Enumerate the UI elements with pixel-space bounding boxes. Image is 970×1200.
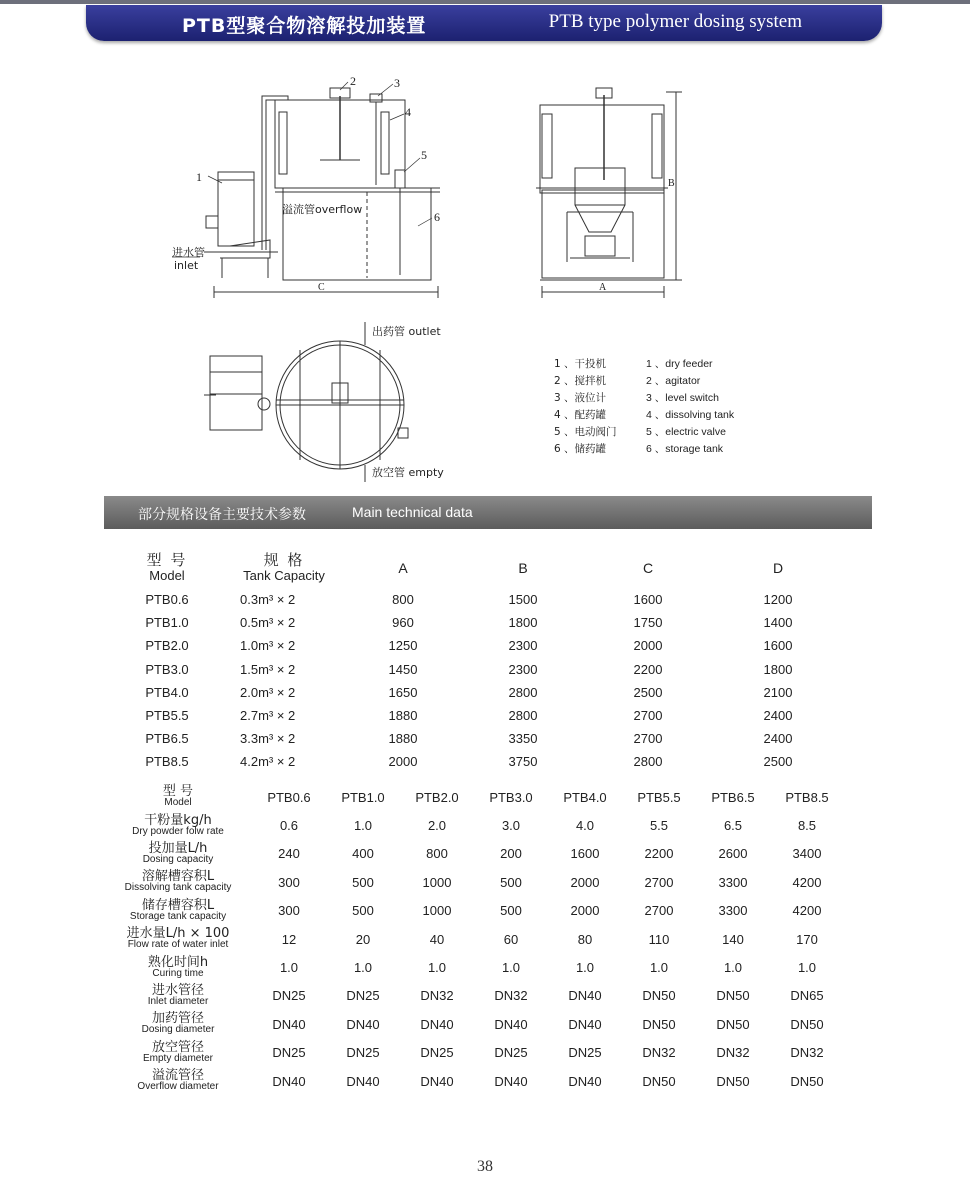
row-label — [104, 982, 252, 1007]
header-cap-en: Tank Capacity — [243, 568, 325, 583]
table-row — [104, 634, 864, 657]
dry-feeder-plan — [210, 356, 262, 430]
cell-c: 2800 — [633, 754, 663, 770]
specs-table — [104, 783, 864, 1095]
table-row — [104, 840, 864, 868]
row-label — [104, 840, 252, 865]
table-row — [104, 611, 864, 634]
legend-item: 3 、液位计 3 、level switch — [554, 392, 719, 404]
header-c: C — [642, 560, 654, 576]
dimensions-table — [104, 548, 864, 774]
cell-d: 1200 — [763, 592, 793, 608]
row-label-cn: 进水管径 — [151, 982, 204, 998]
dim-b: B — [668, 178, 675, 189]
cell-d: 2500 — [763, 754, 793, 770]
cell-value: DN25 — [346, 1045, 380, 1061]
row-label-cn: 进水量L/h × 100 — [126, 926, 230, 942]
page-number: 38 — [477, 1158, 493, 1175]
cell-value: DN65 — [790, 988, 824, 1004]
row-label — [104, 1070, 252, 1092]
cell-value: 500 — [500, 903, 522, 919]
cell-value: PTB1.0 — [341, 789, 385, 805]
header-model-en: Model — [149, 568, 185, 583]
cell-cap: 0.3m³ × 2 — [240, 592, 296, 608]
cell-model: PTB6.5 — [145, 731, 189, 747]
label-outlet: 出药管 outlet — [372, 325, 441, 338]
cell-b: 1500 — [508, 592, 538, 608]
table-row — [104, 953, 864, 981]
row-label — [104, 1013, 252, 1035]
table-row — [104, 704, 864, 727]
cell-value: DN40 — [346, 1016, 380, 1032]
table-row — [104, 783, 864, 811]
table-row — [104, 868, 864, 896]
table-row — [104, 727, 864, 750]
cell-value: DN40 — [346, 1073, 380, 1089]
cell-b: 1800 — [508, 615, 538, 631]
cell-value: 2.0 — [427, 818, 447, 834]
cell-c: 2000 — [633, 638, 663, 654]
cell-c: 2200 — [633, 661, 663, 677]
row-label-cn: 型 号 — [162, 784, 194, 800]
cell-value: DN32 — [716, 1045, 750, 1061]
cell-value: 2700 — [644, 903, 674, 919]
cell-value: 400 — [352, 846, 374, 862]
row-label-cn: 储存槽容积L — [141, 897, 215, 913]
cell-value: 3400 — [792, 846, 822, 862]
cell-value: 5.5 — [649, 818, 669, 834]
callout-2: 2 — [350, 74, 356, 88]
cell-value: 2200 — [644, 846, 674, 862]
cell-value: DN50 — [642, 1073, 676, 1089]
row-label-en: Inlet diameter — [147, 995, 209, 1007]
legend-item: 2 、搅拌机 2 、agitator — [554, 375, 701, 387]
cell-value: DN25 — [272, 988, 306, 1004]
cell-value: DN50 — [642, 1016, 676, 1032]
cell-value: PTB0.6 — [267, 789, 311, 805]
row-label-en: Dosing diameter — [141, 1024, 215, 1036]
row-label-en: Empty diameter — [142, 1052, 214, 1064]
table-row — [104, 1067, 864, 1095]
table-row — [104, 1010, 864, 1038]
dissolving-tank-side — [540, 105, 664, 193]
cell-value: 20 — [355, 931, 371, 947]
equipment-drawing — [0, 0, 970, 500]
label-empty: 放空管 empty — [372, 466, 444, 479]
cell-value: DN50 — [716, 988, 750, 1004]
cell-d: 2400 — [763, 708, 793, 724]
cell-value: DN32 — [790, 1045, 824, 1061]
callout-4: 4 — [405, 105, 411, 119]
cell-value: PTB5.5 — [637, 789, 681, 805]
header-d: D — [772, 560, 784, 576]
table-header — [104, 548, 864, 588]
cell-value: DN25 — [272, 1045, 306, 1061]
table-row — [104, 925, 864, 953]
cell-c: 2700 — [633, 731, 663, 747]
cell-value: PTB4.0 — [563, 789, 607, 805]
header-a: A — [398, 560, 408, 576]
cell-value: 240 — [278, 846, 300, 862]
cell-value: DN40 — [568, 1073, 602, 1089]
row-label — [104, 786, 252, 808]
cell-value: DN32 — [642, 1045, 676, 1061]
dim-a: A — [599, 282, 607, 293]
cell-value: 60 — [503, 931, 519, 947]
cell-b: 3750 — [508, 754, 538, 770]
cell-value: PTB3.0 — [489, 789, 533, 805]
cell-a: 1880 — [388, 708, 418, 724]
row-label-cn: 加药管径 — [151, 1011, 204, 1027]
cell-model: PTB4.0 — [145, 684, 189, 700]
cell-value: 500 — [352, 874, 374, 890]
cell-value: DN25 — [494, 1045, 528, 1061]
header-cap-cn: 规 格 — [263, 551, 305, 569]
row-label-en: Dry powder folw rate — [132, 825, 224, 837]
cell-value: DN32 — [494, 988, 528, 1004]
table-row — [104, 1039, 864, 1067]
title-en: PTB type polymer dosing system — [548, 11, 802, 32]
label-inlet-cn: 进水管 — [172, 246, 205, 259]
legend-item: 5 、电动阀门 5 、electric valve — [554, 426, 726, 438]
cell-c: 1600 — [633, 592, 663, 608]
cell-value: 12 — [281, 931, 297, 947]
callout-5: 5 — [421, 148, 427, 162]
cell-value: 2000 — [570, 874, 600, 890]
cell-value: 1.0 — [723, 960, 743, 976]
cell-value: 1000 — [422, 874, 452, 890]
cell-value: DN32 — [420, 988, 454, 1004]
row-label-en: Curing time — [152, 967, 204, 979]
cell-cap: 1.5m³ × 2 — [240, 661, 296, 677]
cell-value: 3.0 — [501, 818, 521, 834]
row-label-en: Model — [164, 797, 192, 809]
cell-value: 300 — [278, 874, 300, 890]
cell-b: 2800 — [508, 684, 538, 700]
row-label — [104, 1039, 252, 1064]
cell-value: PTB8.5 — [785, 789, 829, 805]
cell-value: 0.6 — [279, 818, 299, 834]
cell-d: 1800 — [763, 661, 793, 677]
cell-value: DN40 — [494, 1016, 528, 1032]
cell-a: 960 — [392, 615, 414, 631]
cell-value: 2700 — [644, 874, 674, 890]
row-label-cn: 放空管径 — [151, 1039, 204, 1055]
callout-1: 1 — [196, 170, 202, 184]
legend-item: 6 、储药罐 6 、storage tank — [554, 443, 724, 455]
cell-value: 1.0 — [279, 960, 299, 976]
cell-value: DN50 — [716, 1016, 750, 1032]
legend — [554, 356, 734, 458]
cell-cap: 0.5m³ × 2 — [240, 615, 296, 631]
cell-model: PTB3.0 — [145, 661, 189, 677]
cell-value: DN25 — [346, 988, 380, 1004]
cell-model: PTB8.5 — [145, 754, 189, 770]
cell-b: 2300 — [508, 638, 538, 654]
cell-a: 1650 — [388, 684, 418, 700]
cell-c: 2500 — [633, 684, 663, 700]
row-label — [104, 928, 252, 950]
table-row — [104, 897, 864, 925]
section-header — [104, 496, 872, 529]
header-b: B — [518, 560, 528, 576]
cell-value: 40 — [429, 931, 445, 947]
table-row — [104, 750, 864, 773]
cell-value: DN50 — [790, 1016, 824, 1032]
cell-value: DN40 — [420, 1016, 454, 1032]
cell-cap: 2.0m³ × 2 — [240, 684, 296, 700]
section-title-cn: 部分规格设备主要技术参数 — [138, 507, 306, 523]
row-label-cn: 投加量L/h — [148, 840, 208, 856]
dry-feeder-front — [218, 172, 254, 246]
cell-value: 2000 — [570, 903, 600, 919]
cell-c: 1750 — [633, 615, 663, 631]
cell-cap: 1.0m³ × 2 — [240, 638, 296, 654]
legend-item: 4 、配药罐 4 、dissolving tank — [554, 409, 735, 421]
cell-value: 1000 — [422, 903, 452, 919]
row-label-en: Overflow diameter — [137, 1081, 219, 1093]
row-label-cn: 干粉量kg/h — [144, 812, 212, 828]
row-label — [104, 871, 252, 893]
cell-value: 2600 — [718, 846, 748, 862]
cell-value: 110 — [648, 931, 670, 947]
cell-value: 1.0 — [353, 818, 373, 834]
cell-a: 1880 — [388, 731, 418, 747]
row-label-en: Flow rate of water inlet — [127, 939, 229, 951]
label-inlet-en: inlet — [174, 259, 199, 272]
callout-6: 6 — [434, 210, 440, 224]
cell-value: 300 — [278, 903, 300, 919]
table-row — [104, 811, 864, 839]
cell-d: 1600 — [763, 638, 793, 654]
cell-value: DN40 — [568, 1016, 602, 1032]
cell-value: PTB2.0 — [415, 789, 459, 805]
cell-a: 1450 — [388, 661, 418, 677]
cell-value: 1.0 — [501, 960, 521, 976]
cell-value: 8.5 — [797, 818, 817, 834]
cell-cap: 2.7m³ × 2 — [240, 708, 296, 724]
cell-value: 4.0 — [575, 818, 595, 834]
cell-cap: 3.3m³ × 2 — [240, 731, 296, 747]
cell-value: DN40 — [272, 1016, 306, 1032]
cell-value: 170 — [796, 931, 818, 947]
cell-a: 2000 — [388, 754, 418, 770]
cell-value: 3300 — [718, 874, 748, 890]
table-row — [104, 982, 864, 1010]
cell-d: 2100 — [763, 684, 793, 700]
callout-3: 3 — [394, 76, 400, 90]
cell-b: 2800 — [508, 708, 538, 724]
cell-value: DN40 — [272, 1073, 306, 1089]
storage-tank-side — [542, 190, 664, 278]
cell-value: DN25 — [568, 1045, 602, 1061]
header-model-cn: 型 号 — [146, 551, 188, 569]
cell-model: PTB5.5 — [145, 708, 189, 724]
cell-value: 1.0 — [797, 960, 817, 976]
cell-c: 2700 — [633, 708, 663, 724]
row-label-en: Storage tank capacity — [129, 910, 227, 922]
cell-value: DN50 — [716, 1073, 750, 1089]
dim-c: C — [318, 282, 325, 293]
cell-a: 800 — [392, 592, 414, 608]
cell-value: PTB6.5 — [711, 789, 755, 805]
cell-value: DN40 — [568, 988, 602, 1004]
cell-model: PTB2.0 — [145, 638, 189, 654]
cell-value: 1600 — [570, 846, 600, 862]
cell-value: 4200 — [792, 874, 822, 890]
row-label-cn: 溢流管径 — [151, 1068, 204, 1084]
title-cn: PTB型聚合物溶解投加装置 — [182, 15, 427, 37]
cell-d: 2400 — [763, 731, 793, 747]
cell-cap: 4.2m³ × 2 — [240, 754, 296, 770]
cell-value: 4200 — [792, 903, 822, 919]
table-row — [104, 681, 864, 704]
cell-value: 200 — [500, 846, 522, 862]
cell-value: DN40 — [494, 1073, 528, 1089]
section-title-en: Main technical data — [352, 504, 473, 520]
label-overflow: 溢流管overflow — [282, 203, 363, 216]
row-label-en: Dosing capacity — [142, 853, 214, 865]
cell-value: DN25 — [420, 1045, 454, 1061]
table-row — [104, 588, 864, 611]
cell-value: 140 — [722, 931, 744, 947]
cell-value: 3300 — [718, 903, 748, 919]
row-label-cn: 熟化时间h — [147, 954, 209, 970]
cell-value: 500 — [352, 903, 374, 919]
cell-value: 1.0 — [353, 960, 373, 976]
cell-value: 1.0 — [575, 960, 595, 976]
cell-d: 1400 — [763, 615, 793, 631]
cell-value: DN40 — [420, 1073, 454, 1089]
row-label — [104, 812, 252, 837]
cell-value: 80 — [577, 931, 593, 947]
cell-value: 500 — [500, 874, 522, 890]
row-label — [104, 897, 252, 922]
table-row — [104, 658, 864, 681]
cell-value: DN50 — [790, 1073, 824, 1089]
cell-value: DN50 — [642, 988, 676, 1004]
cell-value: 1.0 — [649, 960, 669, 976]
cell-value: 1.0 — [427, 960, 447, 976]
row-label-cn: 溶解槽容积L — [141, 869, 215, 885]
cell-b: 3350 — [508, 731, 538, 747]
row-label — [104, 954, 252, 979]
cell-model: PTB1.0 — [145, 615, 189, 631]
cell-a: 1250 — [388, 638, 418, 654]
cell-value: 6.5 — [723, 818, 743, 834]
cell-value: 800 — [426, 846, 448, 862]
cell-b: 2300 — [508, 661, 538, 677]
cell-model: PTB0.6 — [145, 592, 189, 608]
row-label-en: Dissolving tank capacity — [124, 882, 232, 894]
legend-item: 1 、干投机 1 、dry feeder — [554, 358, 713, 370]
